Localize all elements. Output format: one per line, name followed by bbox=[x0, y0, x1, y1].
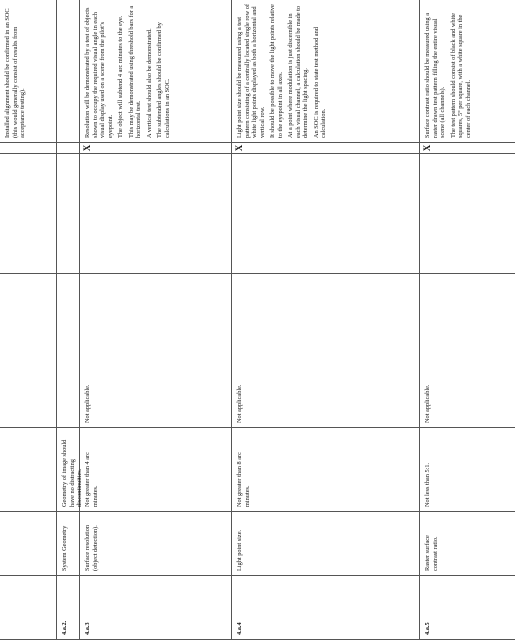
row-id: 4.a.4 bbox=[232, 576, 419, 640]
row-other bbox=[0, 274, 56, 428]
test-paragraph: The test pattern should consist of black and white squares, 5° per square, with a white square in the center of each channel. bbox=[449, 13, 472, 138]
row-id bbox=[0, 576, 56, 640]
row-criterion: Not greater than 8 arc minutes. bbox=[232, 428, 419, 512]
test-paragraph: An SOC is required to state test method and calculation. bbox=[312, 27, 327, 138]
row-id: 4.a.5 bbox=[420, 576, 515, 640]
row-test-text bbox=[0, 0, 56, 143]
x-mark: X bbox=[80, 143, 231, 154]
table-row bbox=[232, 0, 420, 640]
row-other: Not applicable. bbox=[80, 274, 231, 428]
row-other: Not applicable. bbox=[420, 274, 515, 428]
empty-cell bbox=[80, 154, 231, 274]
empty-cell bbox=[57, 154, 79, 274]
empty-cell bbox=[420, 154, 515, 274]
test-paragraph: It should be possible to move the light points relative to the eyepoint in all axes. bbox=[269, 4, 284, 138]
row-name: Surface resolution (object detection). bbox=[80, 512, 231, 576]
row-id: 4.a.2. bbox=[57, 576, 79, 640]
row-id: 4.a.3 bbox=[80, 576, 231, 640]
row-criterion: Not greater than 4 arc minutes. bbox=[80, 428, 231, 512]
test-paragraph: Installed alignment should be confirmed in an SOC (this would generally consist of results from acceptance testing). bbox=[4, 8, 26, 138]
row-criterion bbox=[0, 428, 56, 512]
row-criterion: Geometry of image should have no distracting discontinuities. bbox=[57, 428, 79, 512]
row-name bbox=[0, 512, 56, 576]
test-paragraph: This may be demonstrated using threshold bars for a horizontal test. bbox=[127, 5, 142, 138]
test-paragraph: Resolution will be demonstrated by a test of objects shown to occupy the required visual angle in each visual display used on a scene from the pilot’s eyepoint. bbox=[84, 7, 114, 138]
test-paragraph: Surface contrast ratio should be measured using a raster drawn test pattern filling the entire visual scene (all channels). bbox=[424, 12, 446, 138]
row-test-text bbox=[232, 0, 419, 143]
table-row bbox=[0, 0, 57, 640]
row-criterion: Not less than 5:1. bbox=[420, 428, 515, 512]
row-name: Raster surface contrast ratio. bbox=[420, 512, 515, 576]
row-name: System Geometry bbox=[57, 512, 79, 576]
test-paragraph: At a point where modulation is just discernible in each visual channel, a calculation should be made to determine the light spacing. bbox=[287, 5, 309, 138]
x-mark bbox=[0, 143, 56, 154]
x-mark: X bbox=[232, 143, 419, 154]
test-paragraph: Light point size should be measured using a test pattern consisting of a centrally located single row of white light points displayed as both a horizontal and vertical row. bbox=[236, 4, 266, 138]
table-row bbox=[57, 0, 83, 640]
table-row bbox=[420, 0, 515, 640]
empty-cell bbox=[0, 154, 56, 274]
x-mark: X bbox=[420, 143, 515, 154]
empty-cell bbox=[232, 154, 419, 274]
test-paragraph: A vertical test should also be demonstrated. bbox=[145, 28, 153, 138]
row-test-text bbox=[80, 0, 231, 143]
row-name: Light point size. bbox=[232, 512, 419, 576]
test-paragraph: The object will subtend 4 arc minutes to the eye. bbox=[117, 15, 124, 138]
row-other: Not applicable. bbox=[232, 274, 419, 428]
test-paragraph: The subtended angles should be confirmed by calculations in an SOC. bbox=[156, 22, 171, 138]
row-test-text bbox=[57, 0, 79, 143]
table-row bbox=[80, 0, 232, 640]
row-test-text bbox=[420, 0, 515, 143]
x-mark bbox=[57, 143, 79, 154]
row-other bbox=[57, 274, 79, 428]
